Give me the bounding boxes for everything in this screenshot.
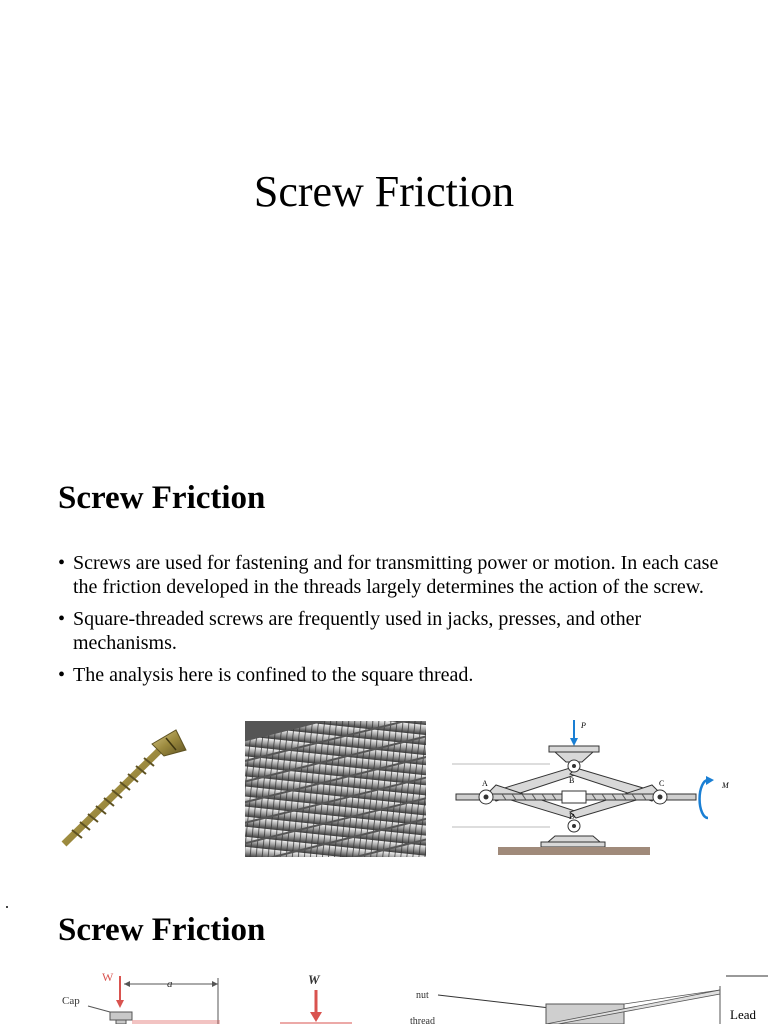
thread-label: thread: [410, 1016, 435, 1024]
weight-center-label: W: [308, 972, 320, 987]
bullet-item: • The analysis here is confined to the square thread.: [58, 663, 738, 687]
stray-mark: [6, 906, 8, 908]
point-c-label: C: [659, 779, 665, 788]
point-a-label: A: [482, 779, 488, 788]
screw-jack-diagram: [58, 968, 768, 1024]
lead-label: Lead: [730, 1007, 756, 1022]
moment-arrow: [700, 780, 708, 818]
weight-left-label: W: [102, 970, 114, 984]
title-slide-heading: Screw Friction: [253, 167, 515, 216]
threaded-rods-image: [245, 721, 426, 857]
load-label: P: [581, 721, 586, 730]
bullet-item: • Square-threaded screws are frequently used in jacks, presses, and other mechanisms.: [58, 607, 738, 655]
cap-label: Cap: [62, 995, 80, 1007]
point-b-label: B: [569, 776, 575, 785]
dimension-label: a: [167, 978, 173, 990]
nut-label: nut: [416, 990, 429, 1001]
moment-label: M: [722, 781, 729, 790]
wood-screw-image: [58, 724, 188, 854]
bullet-list: [58, 551, 738, 695]
slide-heading: Screw Friction: [58, 912, 266, 948]
bullet-item: • Screws are used for fastening and for transmitting power or motion. In each case the friction developed in the threads largely determines the action of the screw.: [58, 551, 738, 599]
ground-base: [498, 847, 650, 855]
scissor-jack-diagram: [452, 716, 742, 858]
slide-heading: Screw Friction: [58, 480, 266, 516]
point-d-label: D: [569, 812, 575, 821]
